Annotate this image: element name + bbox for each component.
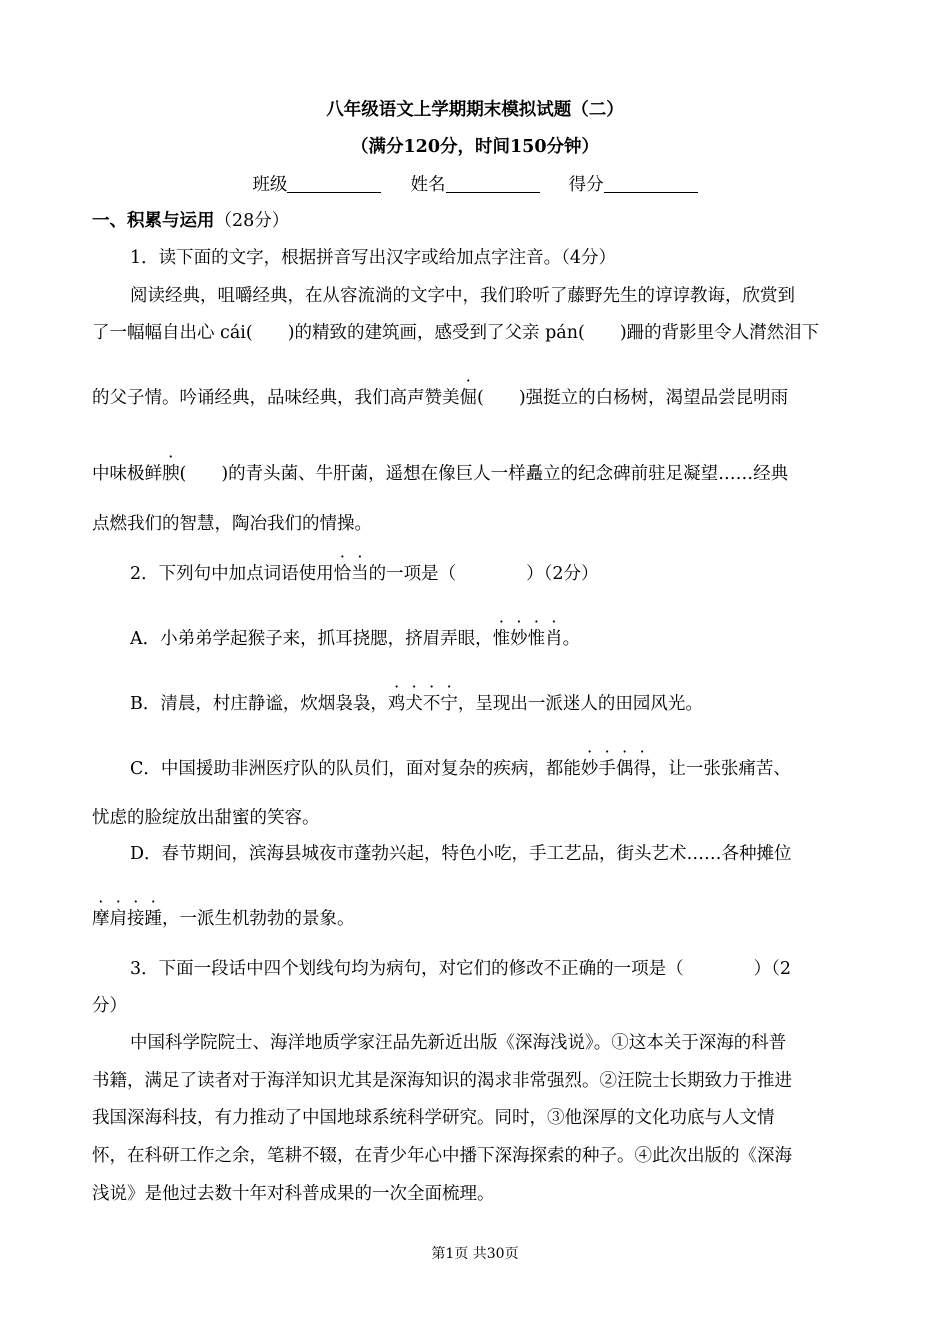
class-label: 班级 — [252, 175, 288, 195]
dotted-char: 鸡 — [387, 694, 406, 714]
name-label: 姓名 — [410, 175, 446, 195]
dotted-char: 肖 — [545, 629, 563, 649]
dotted-char: 摩 — [92, 909, 110, 929]
dotted-char: 得 — [633, 759, 651, 779]
page-footer: 第1页 共30页 — [431, 1246, 519, 1262]
q2-option-d-cont — [92, 907, 355, 931]
text-run: 的父子情。吟诵经典，品味经典，我们高声赞美 — [92, 388, 460, 408]
dotted-char: 手 — [598, 759, 616, 779]
q3-passage-line: 书籍，满足了读者对于海洋知识尤其是深海知识的渴求非常强烈。②汪院士长期致力于推进 — [92, 1071, 792, 1091]
dotted-char: 腴 — [162, 464, 180, 484]
q2-stem — [130, 562, 599, 586]
student-info-line — [0, 173, 950, 197]
q1-passage-line — [92, 386, 788, 410]
q1-passage-line: 点燃我们的智慧，陶冶我们的情操。 — [92, 514, 372, 534]
q1-passage-line — [92, 462, 788, 486]
text-run: ，呈现出一派迷人的田园风光。 — [457, 694, 703, 714]
q3-passage-line: 浅说》是他过去数十年对科普成果的一次全面梳理。 — [92, 1184, 495, 1204]
dotted-char: 惟 — [527, 629, 546, 649]
q3-passage-line: 中国科学院院士、海洋地质学家汪品先新近出版《深海浅说》。①这本关于深海的科普 — [130, 1033, 787, 1053]
dotted-char: 不 — [422, 694, 441, 714]
dotted-char: 接 — [127, 909, 145, 929]
text-run: ，让一张张痛苦、 — [650, 759, 791, 779]
q2-option-a — [130, 627, 580, 651]
page-title: 八年级语文上学期期末模拟试题（二） — [326, 100, 624, 120]
text-run: 的一项是（ ）（2分） — [368, 564, 599, 584]
dotted-char: 恰 — [333, 564, 352, 584]
text-run: ( )强挺立的白杨树，渴望品尝昆明雨 — [477, 388, 789, 408]
dotted-char: 倔 — [459, 388, 477, 408]
text-run: ，一派生机勃勃的景象。 — [162, 909, 355, 929]
q2-option-c-cont: 忧虑的脸绽放出甜蜜的笑容。 — [92, 808, 320, 828]
q3-stem: 3．下面一段话中四个划线句均为病句，对它们的修改不正确的一项是（ ）（2 — [130, 959, 792, 979]
dotted-char: 当 — [351, 564, 369, 584]
section-heading-text: 一、积累与运用 — [92, 211, 215, 231]
dotted-char: 偶 — [615, 759, 634, 779]
dotted-char: 宁 — [440, 694, 458, 714]
section-heading-points: （28分） — [214, 211, 290, 231]
q1-passage-line: 阅读经典，咀嚼经典，在从容流淌的文字中，我们聆听了藤野先生的谆谆教诲，欣赏到 — [130, 286, 795, 306]
text-run: B．清晨，村庄静谧，炊烟袅袅， — [130, 694, 388, 714]
section-heading — [92, 209, 289, 233]
dotted-char: 踵 — [144, 909, 162, 929]
q1-passage-line: 了一幅幅自出心 cái( )的精致的建筑画，感受到了父亲 pán( )跚的背影里令人潸然泪下 — [92, 323, 820, 343]
dotted-char: 妙 — [510, 629, 528, 649]
dotted-char: 肩 — [109, 909, 127, 929]
class-blank[interactable] — [287, 174, 381, 193]
dotted-char: 犬 — [405, 694, 423, 714]
text-run: C．中国援助非洲医疗队的队员们，面对复杂的疾病，都能 — [130, 759, 581, 779]
text-run: 2．下列句中加点词语使用 — [130, 564, 334, 584]
text-run: A．小弟弟学起猴子来，抓耳挠腮，挤眉弄眼， — [130, 629, 493, 649]
q3-passage-line: 怀，在科研工作之余，笔耕不辍，在青少年心中播下深海探索的种子。④此次出版的《深海 — [92, 1146, 792, 1166]
score-blank[interactable] — [604, 174, 698, 193]
text-run: 。 — [562, 629, 581, 649]
q1-stem: 1．读下面的文字，根据拼音写出汉字或给加点字注音。（4分） — [130, 248, 617, 268]
text-run: ( )的青头菌、牛肝菌，遥想在像巨人一样矗立的纪念碑前驻足凝望……经典 — [179, 464, 789, 484]
page-subtitle: （满分120分，时间150分钟） — [350, 137, 600, 157]
q3-stem-cont: 分） — [92, 996, 127, 1016]
q3-passage-line: 我国深海科技，有力推动了中国地球系统科学研究。同时，③他深厚的文化功底与人文情 — [92, 1108, 775, 1128]
score-label: 得分 — [568, 175, 604, 195]
text-run: 中味极鲜 — [92, 464, 162, 484]
dotted-char: 惟 — [492, 629, 511, 649]
q2-option-b — [130, 692, 703, 716]
q2-option-d: D．春节期间，滨海县城夜市蓬勃兴起，特色小吃，手工艺品，街头艺术……各种摊位 — [130, 844, 792, 864]
dotted-char: 妙 — [580, 759, 599, 779]
name-blank[interactable] — [446, 174, 540, 193]
q2-option-c — [130, 757, 791, 781]
